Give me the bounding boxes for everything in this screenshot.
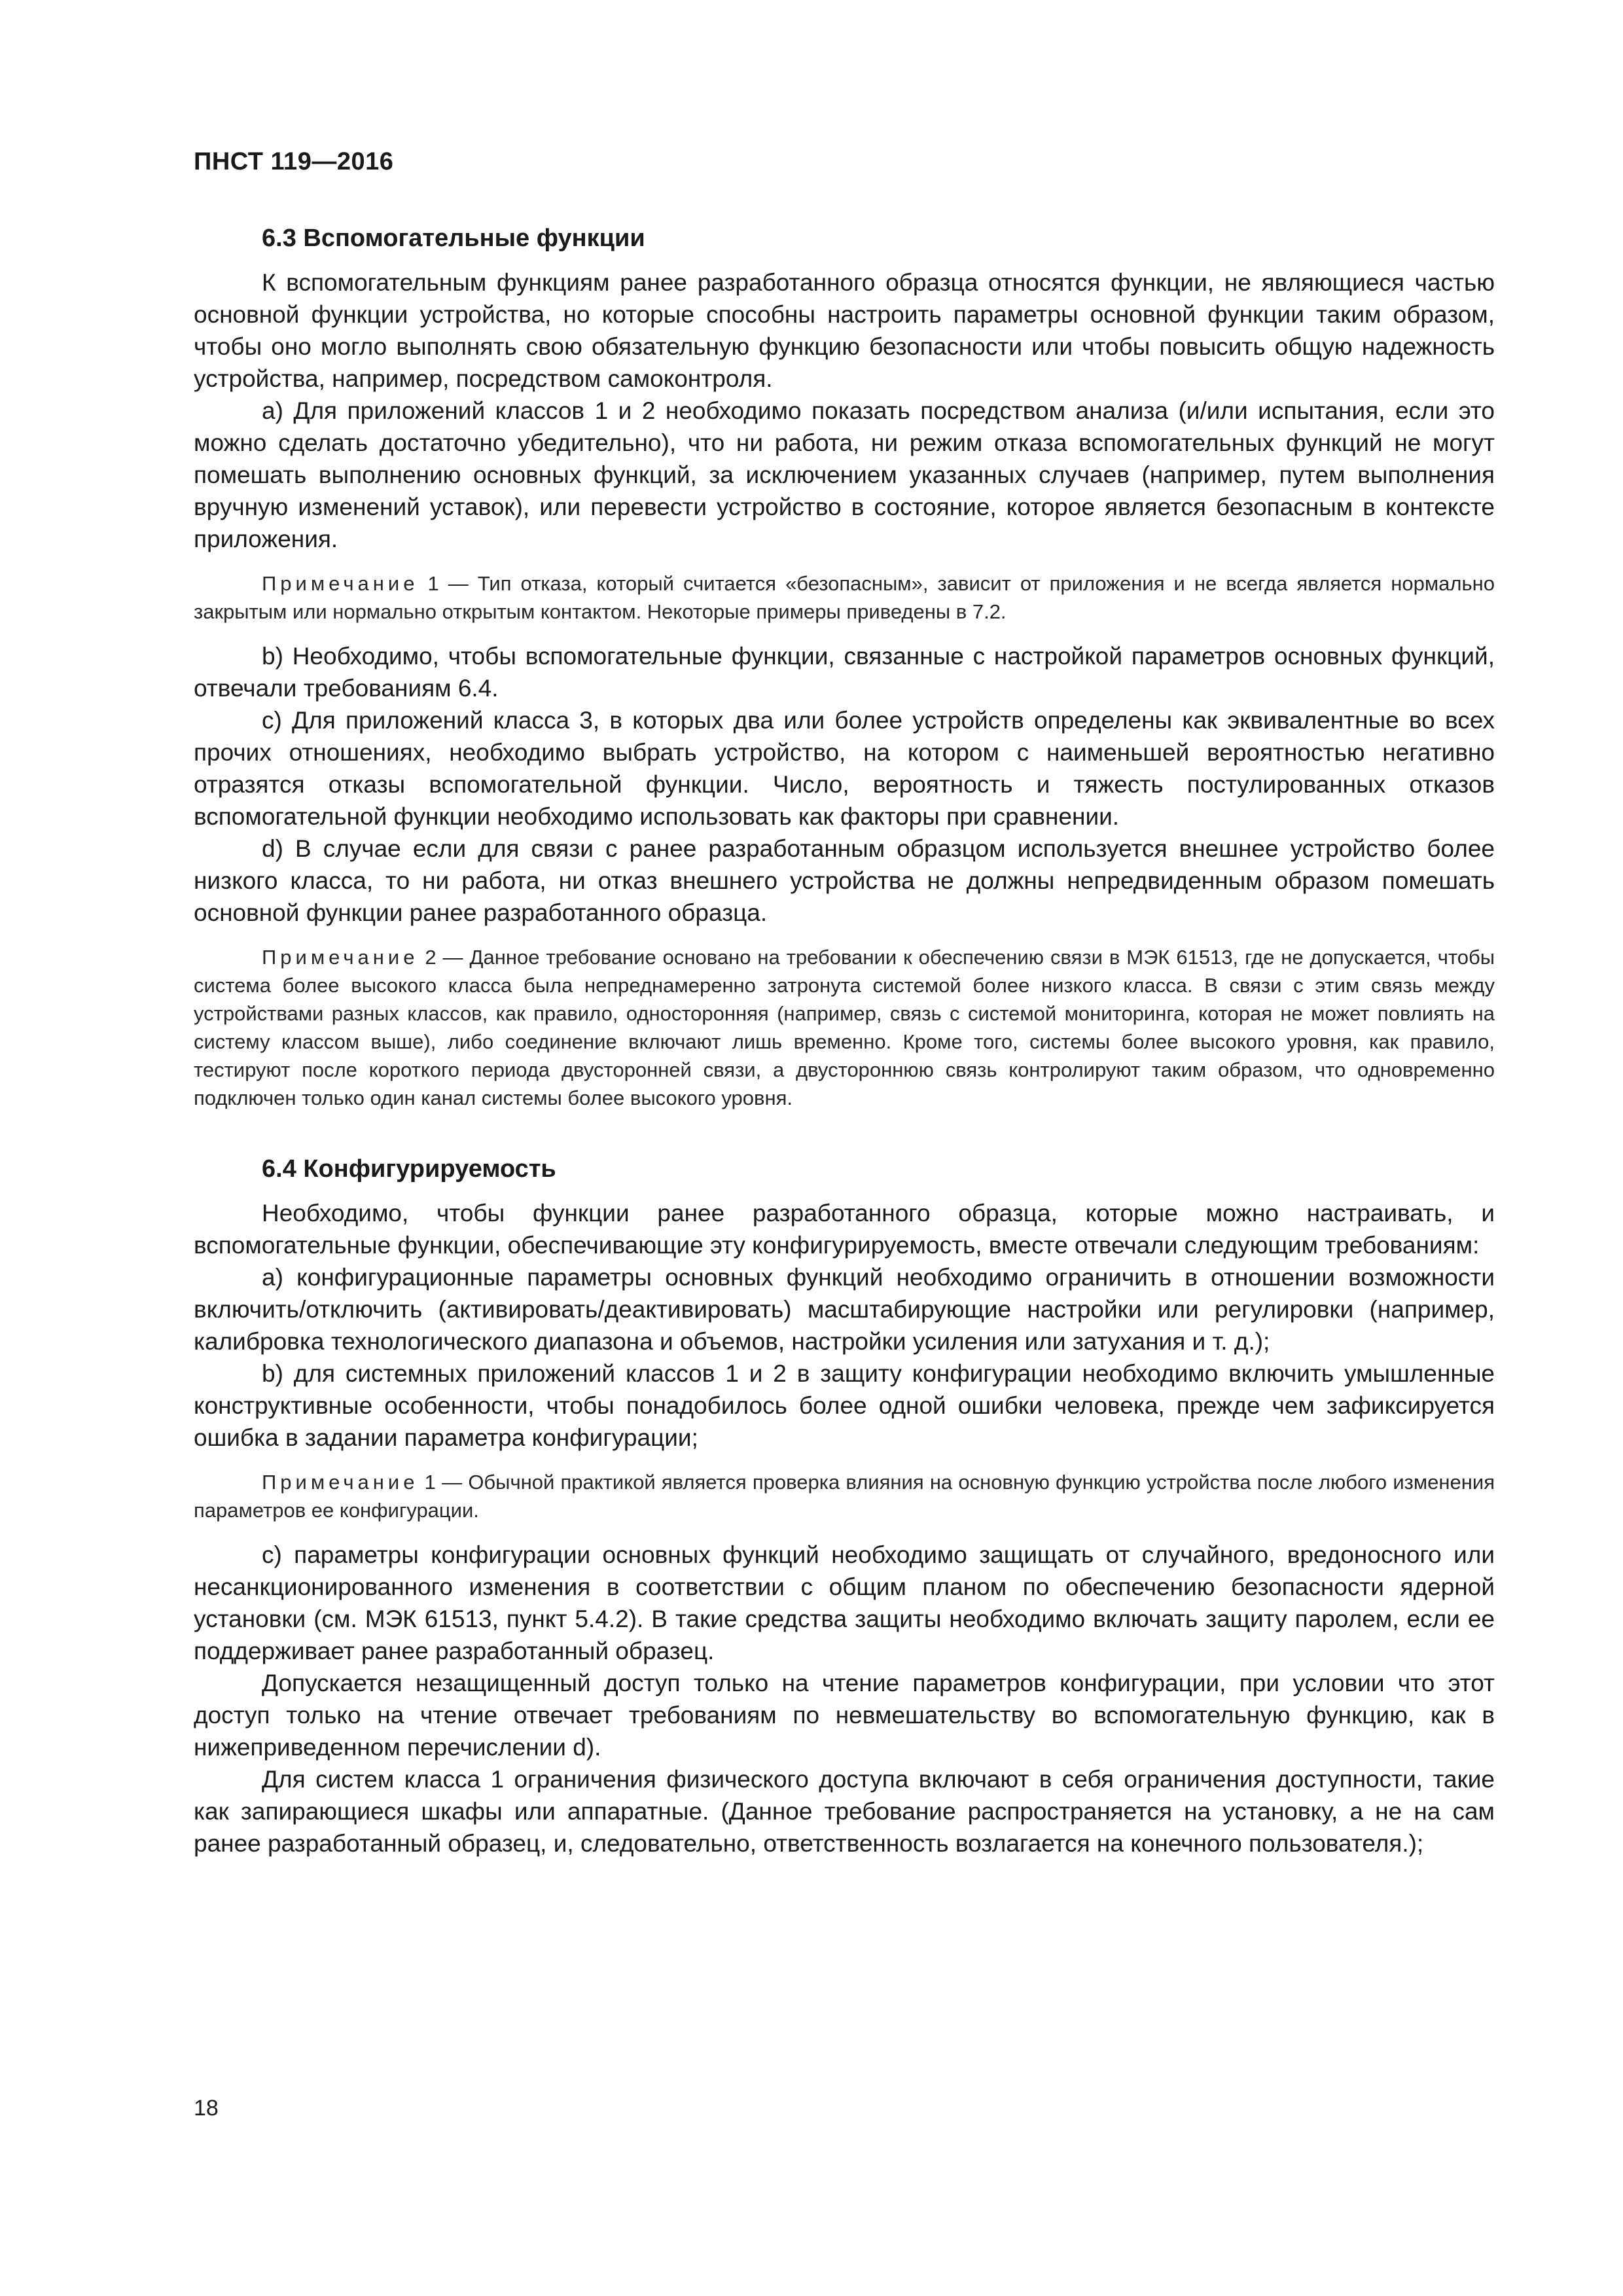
section-6-4-item-a: а) конфигурационные параметры основных функций необходимо ограничить в отношении возможности включить/отключить (активировать/деактивировать) масштабирующие настройки или регулировки (например, калибровка технологического диапазона и объемов, настройки усиления или затухания и т. д.); <box>194 1264 1495 1355</box>
section-6-4-item-b: b) для системных приложений классов 1 и 2 в защиту конфигурации необходимо включить умышленные конструктивные особенности, чтобы понадобилось более одной ошибки человека, прежде чем зафиксируется ошибка в задании параметра конфигурации; <box>194 1360 1495 1451</box>
note-text: 1 — Тип отказа, который считается «безопасным», зависит от приложения и не всегда является нормально закрытым или нормально открытым контактом. Некоторые примеры приведены в 7.2. <box>194 572 1495 623</box>
section-6-3-item-d: d) В случае если для связи с ранее разработанным образцом используется внешнее устройство более низкого класса, то ни работа, ни отказ внешнего устройства не должны непредвиденным образом помешать основной функции ранее разработанного образца. <box>194 835 1495 926</box>
document-body <box>194 219 1495 1859</box>
note-label: Примечание <box>262 946 419 969</box>
section-6-3-note-1 <box>194 569 1495 626</box>
section-6-4-note-1 <box>194 1468 1495 1524</box>
section-6-4-physical-access-paragraph: Для систем класса 1 ограничения физического доступа включают в себя ограничения доступности, такие как запирающиеся шкафы или аппаратные. (Данное требование распространяется на установку, а не на сам ранее разработанный образец, и, следовательно, ответственность возлагается на конечного пользователя.); <box>194 1766 1495 1857</box>
section-6-4-heading: 6.4 Конфигурируемость <box>262 1155 556 1183</box>
section-6-4-read-only-paragraph: Допускается незащищенный доступ только на чтение параметров конфигурации, при условии что этот доступ только на чтение отвечает требованиям по невмешательству во вспомогательную функцию, как в нижеприведенном перечислении d). <box>194 1670 1495 1761</box>
note-text: 2 — Данное требование основано на требовании к обеспечению связи в МЭК 61513, где не допускается, чтобы система более высокого класса была непреднамеренно затронута системой более низкого класса. В связи с этим связь между устройствами разных классов, как правило, односторонняя (например, связь с системой мониторинга, которая не может повлиять на систему классом выше), либо соединение включают лишь временно. Кроме того, системы более высокого уровня, как правило, тестируют после короткого периода двусторонней связи, а двустороннюю связь контролируют таким образом, что одновременно подключен только один канал системы более высокого уровня. <box>194 946 1495 1109</box>
section-6-4-intro-paragraph: Необходимо, чтобы функции ранее разработанного образца, которые можно настраивать, и вспомогательные функции, обеспечивающие эту конфигурируемость, вместе отвечали следующим требованиям: <box>194 1200 1495 1259</box>
section-6-3-intro-paragraph: К вспомогательным функциям ранее разработанного образца относятся функции, не являющиеся частью основной функции устройства, но которые способны настроить параметры основной функции таким образом, чтобы оно могло выполнять свою обязательную функцию безопасности или чтобы повысить общую надежность устройства, например, посредством самоконтроля. <box>194 269 1495 392</box>
section-6-3-item-b: b) Необходимо, чтобы вспомогательные функции, связанные с настройкой параметров основных функций, отвечали требованиям 6.4. <box>194 643 1495 702</box>
section-6-4-item-c: c) параметры конфигурации основных функций необходимо защищать от случайного, вредоносного или несанкционированного изменения в соответствии с общим планом по обеспечению безопасности ядерной установки (см. МЭК 61513, пункт 5.4.2). В такие средства защиты необходимо включать защиту паролем, если ее поддерживает ранее разработанный образец. <box>194 1541 1495 1664</box>
section-6-3-item-a: а) Для приложений классов 1 и 2 необходимо показать посредством анализа (и/или испытания, если это можно сделать достаточно убедительно), что ни работа, ни режим отказа вспомогательных функций не могут помешать выполнению основных функций, за исключением указанных случаев (например, путем выполнения вручную изменений уставок), или перевести устройство в состояние, которое является безопасным в контексте приложения. <box>194 397 1495 552</box>
section-6-3-note-2 <box>194 943 1495 1112</box>
section-6-3-heading: 6.3 Вспомогательные функции <box>262 224 645 252</box>
page-number: 18 <box>194 2096 219 2121</box>
note-text: 1 — Обычной практикой является проверка влияния на основную функцию устройства после любого изменения параметров ее конфигурации. <box>194 1471 1495 1522</box>
note-label: Примечание <box>262 1471 419 1494</box>
section-6-3-item-c: c) Для приложений класса 3, в которых два или более устройств определены как эквивалентные во всех прочих отношениях, необходимо выбрать устройство, на котором с наименьшей вероятностью негативно отразятся отказы вспомогательной функции. Число, вероятность и тяжесть постулированных отказов вспомогательной функции необходимо использовать как факторы при сравнении. <box>194 707 1495 830</box>
standard-id-header: ПНСТ 119—2016 <box>194 148 394 175</box>
note-label: Примечание <box>262 572 419 595</box>
